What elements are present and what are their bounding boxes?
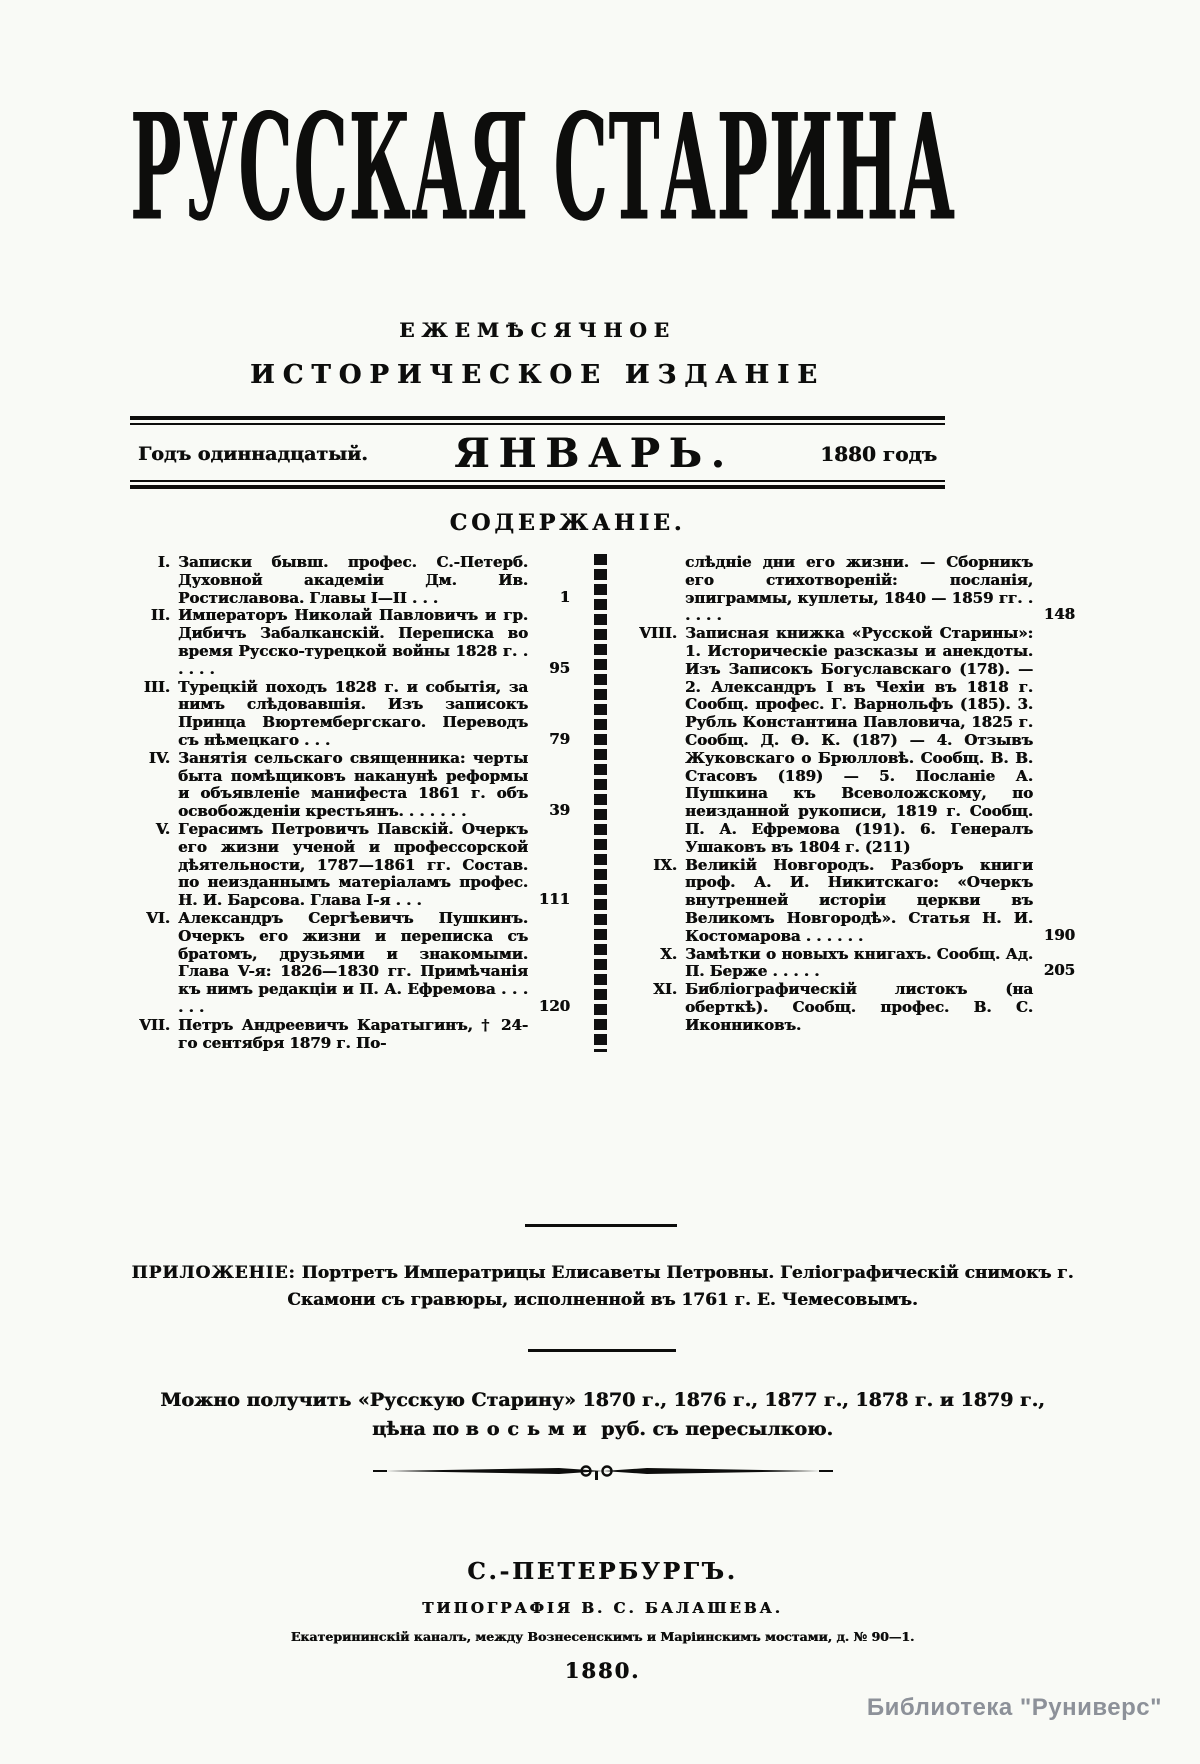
- toc-item-numeral: XI.: [653, 980, 677, 999]
- toc-item: [130, 554, 570, 607]
- toc-item-text: Александръ Сергѣевичъ Пушкинъ. Очеркъ его жизни и переписка съ братомъ, друзьями и знакомыми. Глава V-я: 1826—1830 гг. Примѣчанія къ нимъ редакціи и П. А. Ефремова . . . . . . 120: [178, 908, 570, 1016]
- toc-item: [629, 625, 1075, 856]
- toc-item-page-number: 205: [1043, 961, 1075, 980]
- toc-item-page-number: 148: [1043, 605, 1075, 624]
- subscription-line2: [125, 1415, 1080, 1444]
- toc-item: [130, 607, 570, 678]
- toc-item-page-number: 120: [538, 996, 570, 1015]
- toc-item: [629, 857, 1075, 946]
- ornament-divider-icon: [373, 1462, 833, 1482]
- toc-item: [130, 750, 570, 821]
- toc-item-text: Библіографическій листокъ (на оберткѣ). Сообщ. профес. В. С. Иконниковъ.: [685, 980, 1033, 1034]
- issue-month: ЯНВАРЬ.: [454, 430, 734, 477]
- toc-item-numeral: I.: [157, 553, 170, 571]
- subscription-line1: Можно получить «Русскую Старину» 1870 г., 1876 г., 1877 г., 1878 г. и 1879 г.,: [160, 1389, 1045, 1411]
- contents-column-right: [629, 554, 1075, 1052]
- toc-item-numeral: X.: [660, 944, 677, 963]
- subscription-price-word: восьми: [465, 1418, 595, 1440]
- toc-item-numeral: VIII.: [639, 624, 677, 643]
- toc-item-text: Занятія сельскаго священника: черты быта помѣщиковъ наканунѣ реформы и объявленіе манифеста 1861 г. объ освобожденіи крестьянъ. . . . . . . 39: [178, 748, 570, 821]
- journal-subtitle-edition: ИСТОРИЧЕСКОЕ ИЗДАНІЕ: [250, 360, 825, 390]
- issue-band: [130, 416, 945, 489]
- toc-item-numeral: II.: [150, 606, 170, 625]
- band-rule-top-thick: [130, 416, 945, 420]
- toc-item-text: Петръ Андреевичъ Каратыгинъ, † 24-го сентября 1879 г. По-: [178, 1015, 528, 1052]
- contents-heading: СОДЕРЖАНІЕ.: [449, 510, 686, 536]
- toc-item-numeral: VII.: [139, 1015, 170, 1034]
- toc-item: [130, 910, 570, 1017]
- subscription-price-suffix: руб. съ пересылкою.: [594, 1418, 833, 1440]
- issue-year-ordinal: Годъ одиннадцатый.: [138, 442, 368, 465]
- toc-item-numeral: III.: [143, 677, 170, 696]
- toc-item-page-number: 79: [549, 729, 570, 748]
- imprint-printer: ТИПОГРАФІЯ В. С. БАЛАШЕВА.: [422, 1599, 783, 1617]
- issue-band-row: [130, 425, 945, 480]
- band-rule-bottom-thick: [130, 485, 945, 489]
- toc-item-text: Турецкій походъ 1828 г. и событія, за нимъ слѣдовавшія. Изъ записокъ Принца Вюртембергскаго. Переводъ съ нѣмецкаго . . . 79: [178, 677, 570, 749]
- toc-item: [629, 981, 1075, 1034]
- toc-item-numeral: VI.: [146, 908, 170, 927]
- library-watermark: Библиотека "Руниверс": [866, 1694, 1162, 1721]
- table-of-contents: [130, 554, 1075, 1052]
- toc-item: [629, 946, 1075, 982]
- toc-item-page-number: 111: [538, 890, 570, 909]
- toc-item-page-number: 95: [549, 658, 570, 677]
- toc-item-text: Герасимъ Петровичъ Павскій. Очеркъ его жизни ученой и профессорской дѣятельности, 1787—1861 гг. Состав. по неизданнымъ матеріаламъ профес. Н. И. Барсова. Глава I-я . . . 111: [178, 819, 570, 910]
- toc-item: [130, 679, 570, 750]
- ornament-divider: [130, 1462, 1075, 1486]
- toc-item-text: Записки бывш. профес. С.-Петерб. Духовной академіи Дм. Ив. Ростиславова. Главы I—II . . . 1: [178, 553, 570, 607]
- subscription-note: [125, 1386, 1080, 1444]
- imprint-year: 1880.: [564, 1658, 641, 1683]
- toc-item: [130, 1017, 570, 1053]
- toc-item: [629, 554, 1075, 625]
- toc-item-text: Замѣтки о новыхъ книгахъ. Сообщ. Ад. П. Берже . . . . . 205: [685, 944, 1075, 981]
- toc-item-numeral: IX.: [653, 855, 677, 874]
- toc-item-page-number: 1: [559, 587, 570, 606]
- toc-item-numeral: IV.: [148, 748, 170, 767]
- appendix-note: [125, 1260, 1080, 1314]
- imprint: [130, 1558, 1075, 1683]
- toc-item-numeral: V.: [155, 819, 170, 838]
- toc-item-page-number: 190: [1043, 925, 1075, 944]
- subscription-price-prefix: цѣна по: [372, 1418, 466, 1440]
- issue-year: 1880 годъ: [820, 441, 937, 466]
- toc-item-page-number: 39: [549, 801, 570, 820]
- separator-rule-above-appendix: [525, 1224, 677, 1227]
- appendix-text: Портретъ Императрицы Елисаветы Петровны. Геліографическій снимокъ г. Скамони съ гравюры, исполненной въ 1761 г. Е. Чемесовымъ.: [287, 1263, 1074, 1310]
- column-divider-ornament: [594, 554, 607, 1052]
- journal-subtitle-monthly: ЕЖЕМѢСЯЧНОЕ: [399, 318, 676, 342]
- appendix-label: ПРИЛОЖЕНІЕ:: [131, 1263, 296, 1283]
- toc-item-text: Великій Новгородъ. Разборъ книги проф. А. И. Никитскаго: «Очеркъ внутренней исторіи церкви въ Великомъ Новгородѣ». Статья Н. И. Костомарова . . . . . . 190: [685, 855, 1075, 945]
- imprint-city: С.-ПЕТЕРБУРГЪ.: [467, 1558, 738, 1585]
- contents-column-left: [130, 554, 570, 1052]
- band-rule-bottom-thin: [130, 480, 945, 482]
- toc-item-text: Записная книжка «Русской Старины»: 1. Историческіе разсказы и анекдоты. Изъ Записокъ Богуславскаго (178). — 2. Александръ I въ Чехіи въ 1818 г. Сообщ. профес. Г. Варнольфъ (185). 3. Рубль Константина Павловича, 1825 г. Сообщ. Д. Ѳ. К. (187) — 4. Отзывъ Жуковскаго о Брюлловѣ. Сообщ. В. В. Стасовъ (189) — 5. Посланіе А. Пушкина къ Всеволожскому, по неизданной рукописи, 1819 г. Сообщ. П. А. Ефремова (191). 6. Генералъ Ушаковъ въ 1804 г. (211): [685, 624, 1033, 856]
- separator-rule-below-appendix: [528, 1349, 676, 1352]
- journal-title: РУССКАЯ СТАРИНА: [130, 83, 956, 256]
- imprint-address: Екатерининскій каналъ, между Вознесенскимъ и Маріинскимъ мостами, д. № 90—1.: [290, 1629, 915, 1644]
- toc-item: [130, 821, 570, 910]
- toc-item-text: Императоръ Николай Павловичъ и гр. Дибичъ Забалканскій. Переписка во время Русско-турецкой войны 1828 г. . . . . . 95: [178, 606, 570, 678]
- toc-item-text: слѣдніе дни его жизни. — Сборникъ его стихотвореній: посланія, эпиграммы, куплеты, 1840 — 1859 гг. . . . . . 148: [685, 553, 1075, 625]
- toc-item-numeral: [629, 554, 685, 625]
